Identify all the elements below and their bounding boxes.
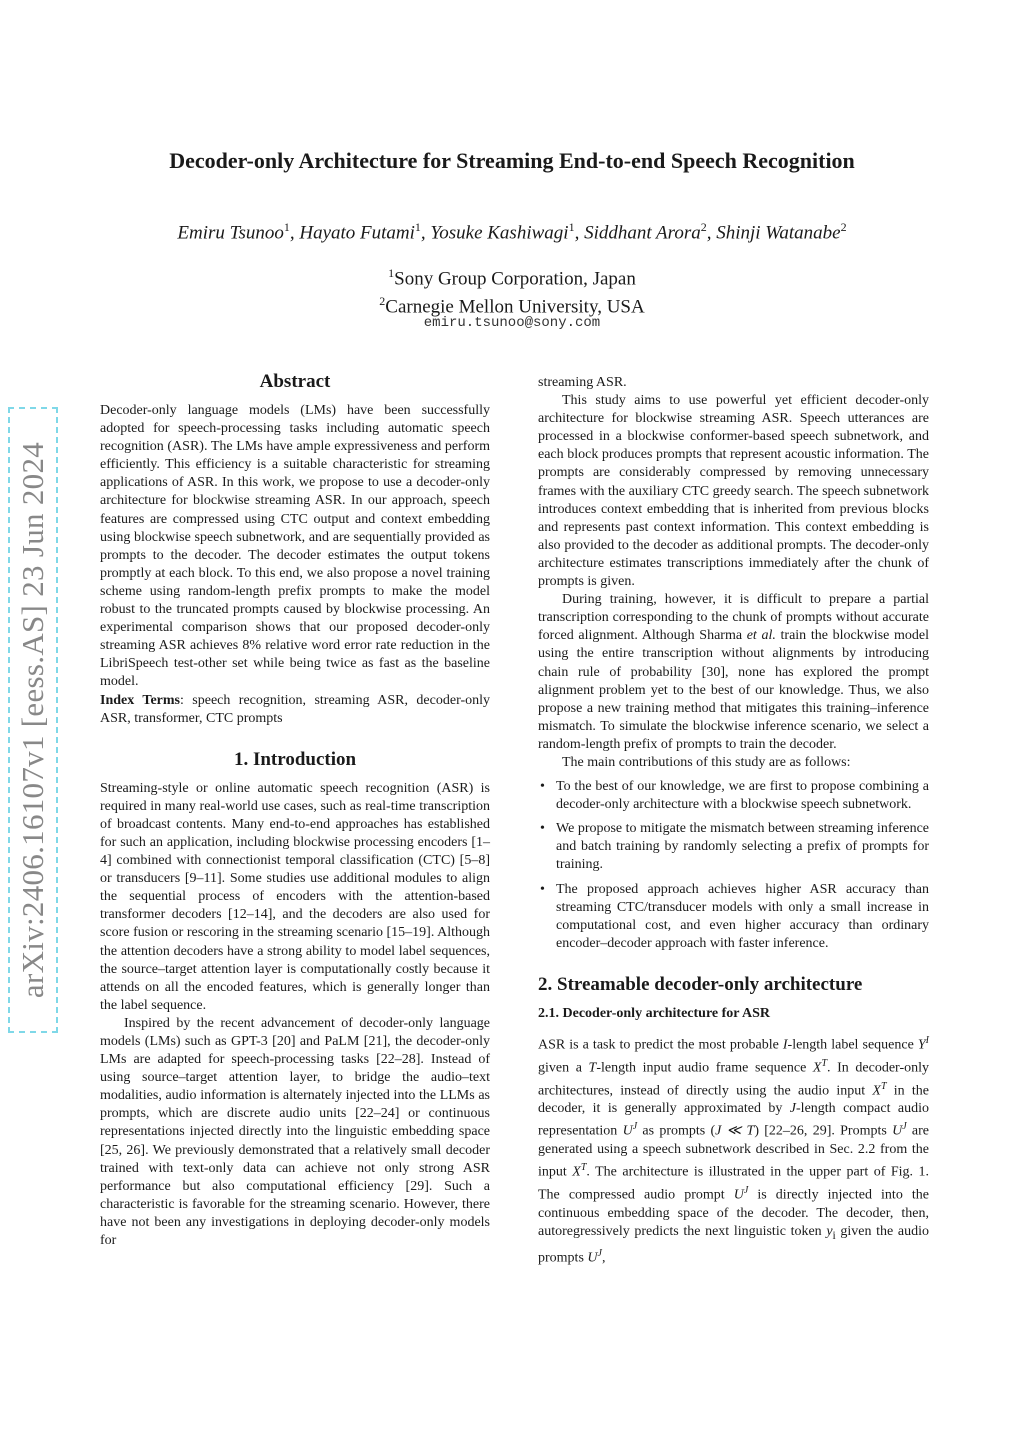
math-symbol: T	[580, 1162, 587, 1174]
text-run: . In decoder-only architectures, instead of directly using the audio input	[538, 1060, 929, 1099]
author-affiliation-mark: 1	[414, 220, 421, 234]
text-run: -length label sequence	[787, 1037, 918, 1053]
author-name: Shinji Watanabe	[716, 222, 841, 244]
intro-paragraph: This study aims to use powerful yet efficient decoder-only architecture for blockwise streaming ASR. Speech utterances are processed in a blockwise conformer-based speech subnetwork, and each block produces prompts that represent acoustic information. The prompts are considerably compressed by removing unnecessary frames with the auxiliary CTC greedy search. The speech subnetwork introduces context embedding that is inherited from previous blocks and represents past context information. This context embedding is also provided to the decoder as additional prompts. The decoder-only architecture estimates transcriptions immediately after the chunk of prompts is given.	[538, 393, 929, 590]
list-item: • To the best of our knowledge, we are first to propose combining a decoder-only architecture with a blockwise speech subnetwork.	[556, 778, 929, 814]
text-run: et al.	[746, 628, 776, 644]
math-symbol: J	[632, 1121, 638, 1133]
affiliation	[0, 262, 1024, 290]
text-run: . The architecture is illustrated in the upper part of Fig. 1. The compressed audio prompt	[538, 1164, 930, 1203]
text-run: are generated using a speech subnetwork described in Sec. 2.2 from the input	[538, 1124, 930, 1180]
math-symbol: U	[733, 1187, 744, 1203]
intro-paragraph: Streaming-style or online automatic speech recognition (ASR) is required in many real-world use cases, such as real-time transcription of broadcast contents. Many end-to-end approaches has established for such an application, including blockwise processing encoders [1–4] combined with connectionist temporal classification (CTC) [5–8] or transducers [9–11]. Some studies use additional modules to align the sequential process of encoders with the attention-based transformer decoders [12–14], and the decoders are also used for score fusion or rescoring in the streaming scenario [15–19]. Although the attention decoders have a strong ability to model label sequences, the source–target attention layer is computationally costly because it attends on all the encoded features, which is generally longer than the label sequence.	[100, 780, 490, 1013]
arxiv-identifier: arXiv:2406.16107v1 [eess.AS] 23 Jun 2024	[15, 441, 50, 999]
math-symbol: T	[821, 1057, 828, 1069]
section-2-heading: 2. Streamable decoder-only architecture	[538, 973, 863, 995]
math-symbol: J	[789, 1101, 797, 1117]
abstract-heading: Abstract	[259, 371, 331, 392]
text-run: is directly injected into the continuous embedding space of the decoder. The decoder, then, autoregressively predicts the next linguistic token	[538, 1187, 930, 1239]
math-symbol: J	[743, 1184, 749, 1196]
text-run: -length input audio frame sequence	[596, 1060, 813, 1076]
author-name: Hayato Futami	[299, 222, 415, 244]
intro-paragraph-continued: streaming ASR.	[538, 375, 627, 390]
text-run: in the decoder, it is generally approximated by	[538, 1083, 929, 1117]
author-affiliation-mark: 1	[283, 220, 290, 234]
index-terms-label: Index Terms	[100, 692, 180, 708]
paper-title: Decoder-only Architecture for Streaming End-to-end Speech Recognition	[169, 148, 855, 173]
text-run: given a	[538, 1060, 589, 1076]
author-name: Emiru Tsunoo	[177, 222, 284, 244]
math-symbol: U	[622, 1124, 633, 1139]
affiliation-list	[0, 262, 1024, 319]
math-symbol: X	[812, 1060, 822, 1076]
text-run: train the blockwise model using the entire transcription without alignments by introducing chain rule of probability [30], none has explored the prompt alignment problem yet to the best of our knowledge. Thus, we also propose a new training method that mitigates this training–inference mismatch. To simulate the blockwise inference scenario, we select a random-length prefix of prompts to train the decoder.	[538, 628, 929, 752]
subsection-2-1-heading: 2.1. Decoder-only architecture for ASR	[538, 1005, 770, 1021]
affiliation-mark: 2	[379, 294, 386, 309]
math-symbol: X	[872, 1083, 881, 1099]
text-run: During training, however, it is difficult to prepare a partial transcription corresponding to the chunk of prompts without accurate forced alignment. Although Sharma	[538, 592, 929, 644]
text-run: given the audio prompts	[538, 1223, 930, 1266]
index-terms	[100, 692, 490, 728]
intro-paragraph: The main contributions of this study are as follows:	[562, 754, 851, 770]
math-symbol: X	[572, 1164, 581, 1180]
affiliation-mark: 1	[388, 266, 395, 280]
text-run: -length compact audio representation	[538, 1101, 929, 1139]
math-symbol: I	[782, 1037, 788, 1053]
section-2-paragraph	[538, 1032, 929, 1267]
math-symbol: T	[880, 1080, 887, 1092]
author-email: emiru.tsunoo@sony.com	[423, 315, 601, 331]
author-affiliation-mark: 2	[700, 220, 707, 234]
math-symbol: U	[587, 1250, 598, 1266]
contribution-list	[538, 778, 929, 953]
abstract-text: Decoder-only language models (LMs) have been successfully adopted for speech-processing tasks including automatic speech recognition (ASR). The LMs have ample expressiveness and perform efficiently. This efficiency is a suitable characteristic for streaming applications of ASR. In this work, we propose to use a decoder-only architecture for blockwise streaming ASR. In our approach, speech features are compressed using CTC output and context embedding using blockwise speech subnetwork, and are sequentially provided as prompts to the decoder. The decoder estimates the output tokens promptly at each block. To this end, we also propose a novel training scheme using random-length prefix prompts to make the model robust to the truncated prompts caused by blockwise processing. An experimental comparison shows that our proposed decoder-only streaming ASR achieves 8% relative word error rate reduction in the LibriSpeech test-other set while being twice as fast as the baseline model.	[100, 403, 490, 690]
index-terms-text: : speech recognition, streaming ASR, decoder-only ASR, transformer, CTC prompts	[100, 692, 490, 726]
intro-paragraph: Inspired by the recent advancement of decoder-only language models (LMs) such as GPT-3 [20] and PaLM [21], the decoder-only LMs are adapted for speech-processing tasks [22–28]. Instead of using source–target attention layer, to bridge the audio–text modalities, audio information is alternately injected into the LLMs as prompts, which are discrete audio units [22–24] or continuous representations injected directly into the linguistic embedding space [25, 26]. We previously demonstrated that a relatively small decoder trained with text-only data can achieve not only strong ASR performance but also computational efficiency [29]. Such a characteristic is favorable for the streaming scenario. However, there have not been any investigations in deploying decoder-only models for	[100, 1015, 490, 1249]
text-run: as prompts (	[637, 1124, 716, 1139]
intro-paragraph	[538, 591, 929, 754]
text-run: ) [22–26, 29]. Prompts	[754, 1124, 893, 1139]
math-symbol: i	[832, 1228, 836, 1242]
affiliation-name: Carnegie Mellon University, USA	[385, 296, 645, 318]
list-item: • We propose to mitigate the mismatch between streaming inference and batch training by randomly selecting a prefix of prompts for training.	[556, 820, 929, 874]
arxiv-stamp	[8, 407, 58, 1033]
right-column	[538, 374, 929, 1267]
list-item: • The proposed approach achieves higher ASR accuracy than streaming CTC/transducer models with only a small increase in computational cost, and even higher accuracy than ordinary encoder–decoder approach with faster inference.	[556, 881, 929, 953]
affiliation-name: Sony Group Corporation, Japan	[394, 268, 636, 290]
author-name: Siddhant Arora	[584, 222, 701, 244]
math-symbol: J	[902, 1121, 907, 1133]
author-affiliation-mark: 1	[568, 220, 575, 234]
math-symbol: Y	[917, 1037, 926, 1053]
author-affiliation-mark: 2	[840, 220, 847, 234]
intro-heading: 1. Introduction	[233, 748, 357, 770]
left-column	[100, 370, 490, 1250]
text-run: ,	[601, 1250, 606, 1266]
math-expression: J ≪ T	[715, 1124, 755, 1139]
math-symbol: J	[597, 1247, 602, 1259]
math-symbol: U	[892, 1124, 903, 1139]
math-symbol: T	[588, 1060, 597, 1076]
text-run: ASR is a task to predict the most probable	[538, 1037, 783, 1053]
author-name: Yosuke Kashiwagi	[430, 222, 569, 244]
author-list: Emiru Tsunoo$^1$, Hayato Futami$^1$, Yosuke Kashiwagi$^1$, Siddhant Arora$^2$, Shinji Watanabe$^2$	[177, 220, 847, 244]
math-symbol: I	[925, 1035, 929, 1046]
math-symbol: y	[826, 1223, 833, 1239]
